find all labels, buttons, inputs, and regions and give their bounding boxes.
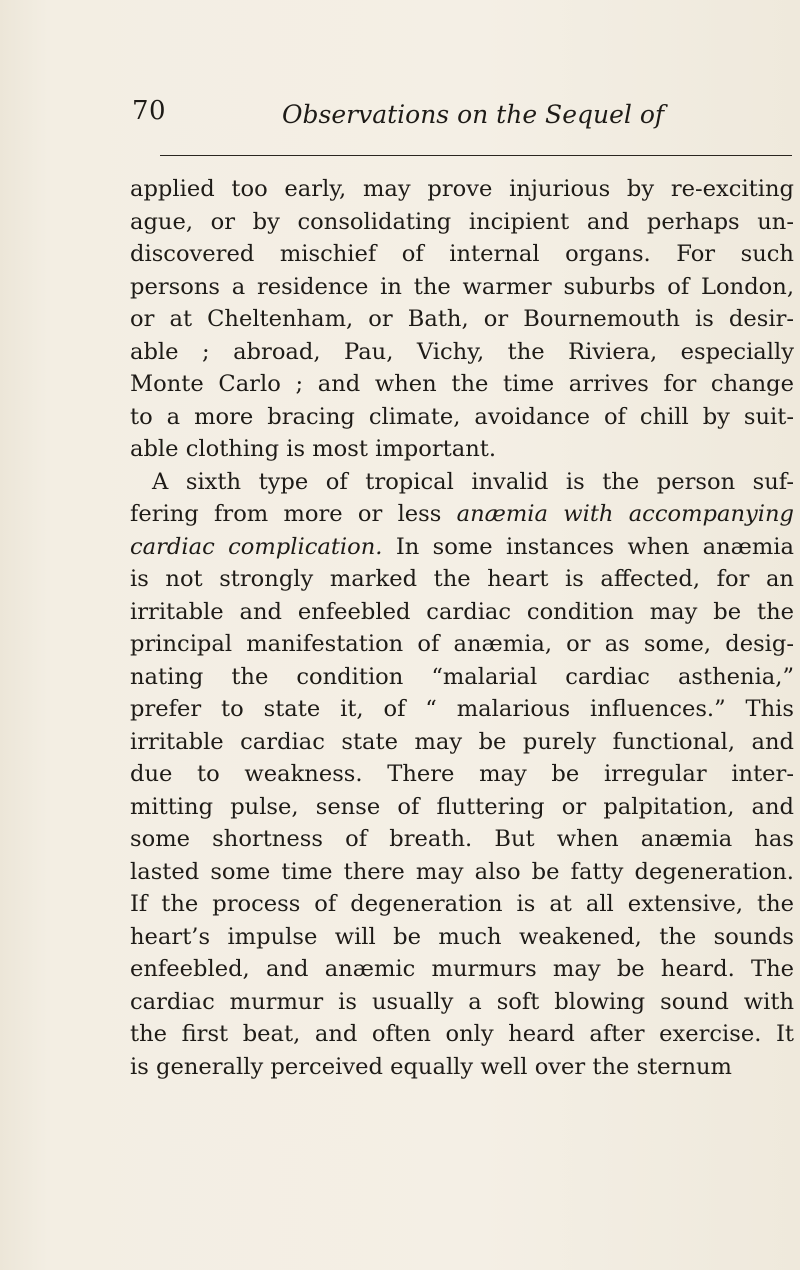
text-line: persons a residence in the warmer suburbs of London, bbox=[130, 273, 794, 300]
text-line: is generally perceived equally well over the sternum bbox=[130, 1053, 732, 1080]
text-line: discovered mischief of internal organs. For such bbox=[130, 241, 794, 267]
text-segment: fering from more or less bbox=[130, 501, 457, 527]
text-line: prefer to state it, of “ malarious influences.” This bbox=[130, 696, 794, 722]
text-line: cardiac murmur is usually a soft blowing sound with bbox=[130, 988, 794, 1015]
header-rule bbox=[160, 155, 792, 156]
text-line: or at Cheltenham, or Bath, or Bournemouth is desir- bbox=[130, 306, 794, 332]
text-line: is not strongly marked the heart is affected, for an bbox=[130, 566, 794, 592]
paragraph-end-line: able clothing is most important. bbox=[130, 436, 497, 462]
text-line-with-italic bbox=[130, 498, 794, 531]
text-line: irritable and enfeebled cardiac condition may be the bbox=[130, 598, 794, 625]
italic-phrase: anæmia with accompanying bbox=[456, 501, 795, 527]
text-line: If the process of degeneration is at all extensive, the bbox=[130, 891, 794, 917]
text-line: heart’s impulse will be much weakened, the sounds bbox=[130, 923, 794, 950]
text-line: lasted some time there may also be fatty degeneration. bbox=[130, 858, 794, 885]
text-line: some shortness of breath. But when anæmia has bbox=[130, 826, 794, 852]
text-segment: In some instances when anæmia bbox=[382, 533, 795, 560]
italic-phrase: cardiac complication. bbox=[130, 533, 383, 560]
text-line: nating the condition “malarial cardiac asthenia,” bbox=[130, 663, 794, 690]
text-line: irritable cardiac state may be purely functional, and bbox=[130, 728, 794, 755]
text-line-with-italic bbox=[130, 531, 794, 564]
page-number: 70 bbox=[132, 96, 167, 126]
text-line: to a more bracing climate, avoidance of chill by suit- bbox=[130, 403, 794, 430]
running-title: Observations on the Sequel of bbox=[282, 100, 665, 129]
text-line: applied too early, may prove injurious by re-exciting bbox=[130, 176, 794, 202]
text-line: able ; abroad, Pau, Vichy, the Riviera, especially bbox=[130, 338, 794, 365]
page-header bbox=[132, 96, 752, 136]
text-line: the first beat, and often only heard after exercise. It bbox=[130, 1021, 794, 1047]
text-line: Monte Carlo ; and when the time arrives for change bbox=[130, 371, 794, 397]
paragraph-start-line: A sixth type of tropical invalid is the person suf- bbox=[152, 468, 794, 495]
text-line: principal manifestation of anæmia, or as some, desig- bbox=[130, 631, 794, 657]
text-line: mitting pulse, sense of fluttering or palpitation, and bbox=[130, 793, 794, 820]
body-text bbox=[130, 173, 794, 1083]
text-line: enfeebled, and anæmic murmurs may be heard. The bbox=[130, 956, 794, 982]
text-line: ague, or by consolidating incipient and perhaps un- bbox=[130, 208, 794, 235]
text-line: due to weakness. There may be irregular inter- bbox=[130, 761, 794, 787]
